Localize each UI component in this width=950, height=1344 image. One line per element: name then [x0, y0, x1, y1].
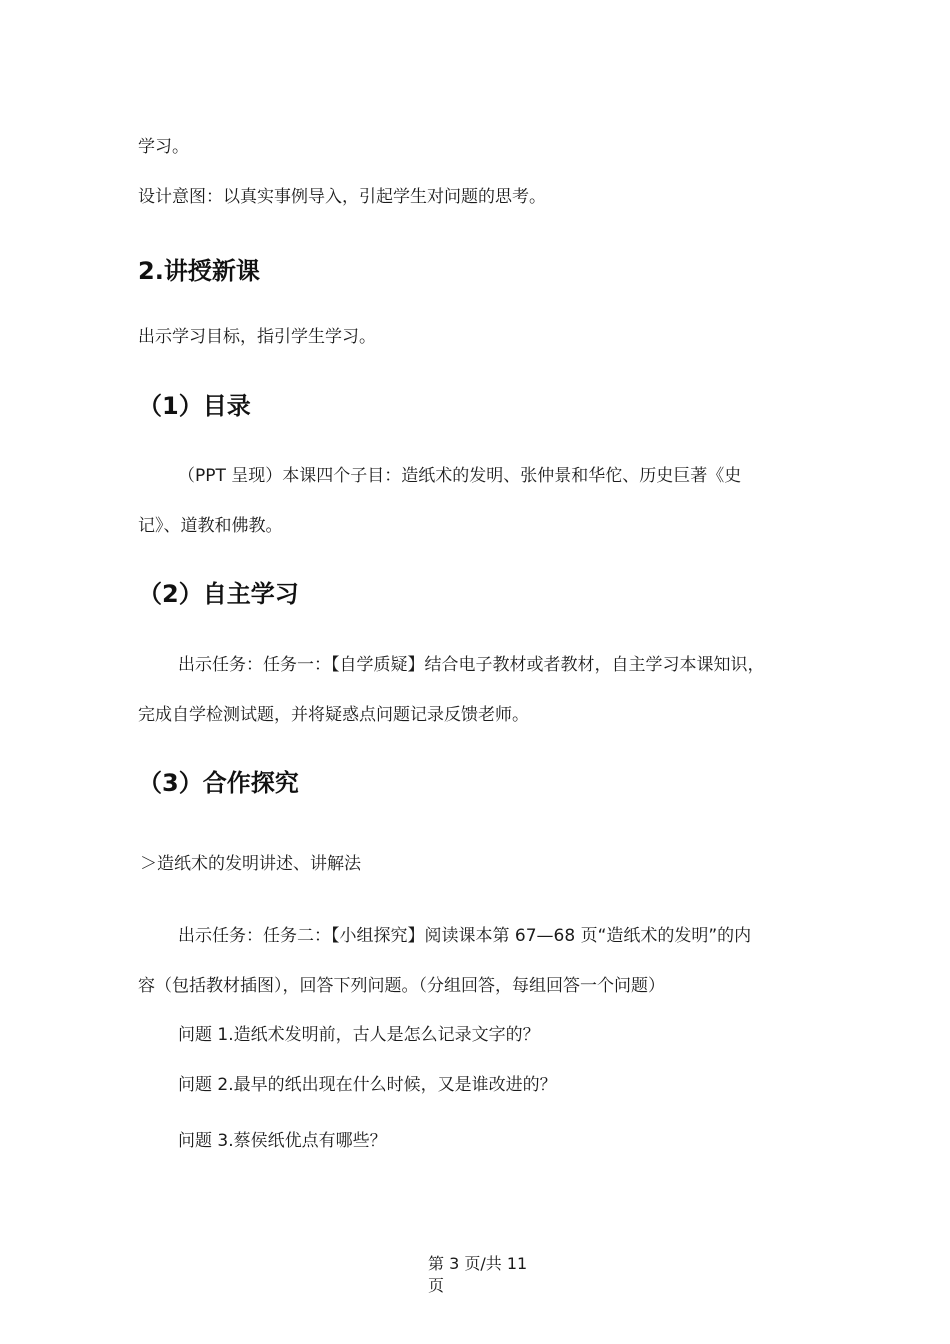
design-intent-line: 设计意图：以真实事例导入，引起学生对问题的思考。	[138, 187, 546, 207]
page-number-line: 页	[428, 1276, 445, 1295]
text-line: 学习。	[138, 137, 189, 157]
question-item: 问题 3.蔡侯纸优点有哪些？	[178, 1131, 387, 1151]
text-line: 容（包括教材插图），回答下列问题。（分组回答，每组回答一个问题）	[138, 976, 665, 996]
text-line: 出示任务：任务一：【自学质疑】结合电子教材或者教材，自主学习本课知识，	[178, 655, 765, 675]
page-number	[428, 1253, 528, 1297]
section-title-teaching: 2.讲授新课	[138, 257, 260, 285]
bullet-item: ＞造纸术的发明讲述、讲解法	[140, 854, 361, 874]
text-line: 记》、道教和佛教。	[138, 516, 283, 536]
text-line: 出示任务：任务二：【小组探究】阅读课本第 67—68 页“造纸术的发明”的内	[178, 926, 752, 946]
question-item: 问题 2.最早的纸出现在什么时候，又是谁改进的？	[178, 1075, 557, 1095]
subsection-title-contents: （1）目录	[138, 392, 251, 420]
subsection-title-cooperative: （3）合作探究	[138, 769, 299, 797]
text-line: 出示学习目标，指引学生学习。	[138, 327, 376, 347]
text-line: 完成自学检测试题，并将疑惑点问题记录反馈老师。	[138, 705, 529, 725]
text-line: （PPT 呈现）本课四个子目：造纸术的发明、张仲景和华佗、历史巨著《史	[178, 466, 742, 486]
question-item: 问题 1.造纸术发明前，古人是怎么记录文字的？	[178, 1025, 540, 1045]
page-number-line: 第 3 页/共 11	[428, 1254, 528, 1273]
subsection-title-self-study: （2）自主学习	[138, 580, 299, 608]
